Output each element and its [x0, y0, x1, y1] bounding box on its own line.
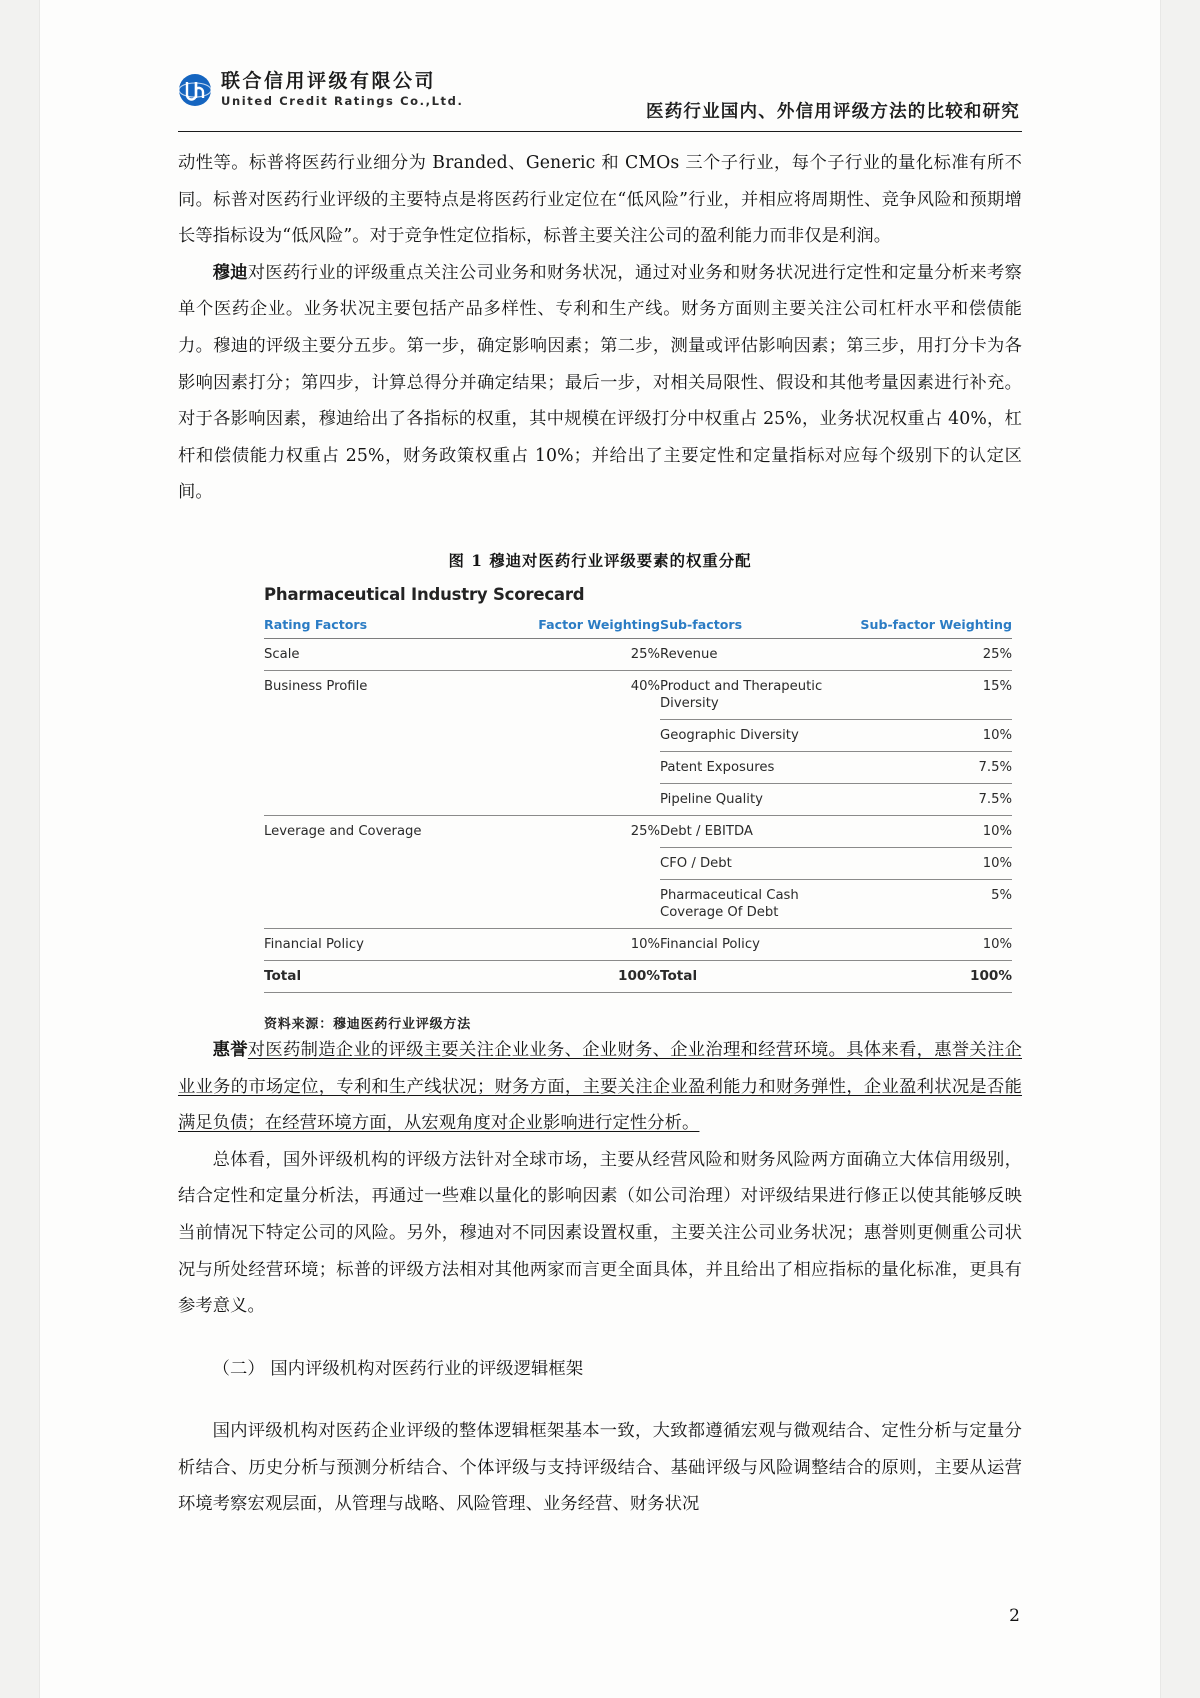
paragraph-fitch: [178, 1032, 1022, 1142]
cell-sub-factor-weighting: 15%: [860, 670, 1012, 719]
cell-sub-factor-weighting: 10%: [860, 815, 1012, 847]
united-credit-logo-icon: [178, 73, 212, 107]
paragraph-sp: 动性等。标普将医药行业细分为 Branded、Generic 和 CMOs 三个子行业，每个子行业的量化标准有所不同。标普对医药行业评级的主要特点是将医药行业定位在“低风险”行业，并相应将周期性、竞争风险和预期增长等指标设为“低风险”。对于竞争性定位指标，标普主要关注公司的盈利能力而非仅是利润。: [178, 153, 1022, 247]
cell-sub-factor: CFO / Debt: [660, 847, 860, 879]
table-row: [264, 847, 1012, 879]
cell-rating-factor: Business Profile: [264, 678, 368, 694]
cell-sub-factor-weighting: 7.5%: [860, 783, 1012, 815]
cell-factor-weighting: 100%: [538, 960, 660, 992]
logo-text-block: [221, 72, 463, 107]
logo-company-name-cn: 联合信用评级有限公司: [221, 70, 437, 92]
figure-source-note: 资料来源：穆迪医药行业评级方法: [264, 1016, 472, 1032]
table-row: [264, 751, 1012, 783]
page-header: [40, 0, 1160, 135]
logo-company-name-en: United Credit Ratings Co.,Ltd.: [221, 93, 464, 108]
page-content: [178, 145, 1022, 1523]
col-header-sub-factor-weighting: Sub-factor Weighting: [860, 615, 1012, 639]
cell-sub-factor: Financial Policy: [660, 928, 860, 960]
cell-sub-factor: Product and Therapeutic Diversity: [660, 670, 860, 719]
table-row: [264, 815, 1012, 847]
table-row: [264, 960, 1012, 992]
cell-factor-weighting: [538, 783, 660, 815]
document-page: [40, 0, 1160, 1698]
cell-factor-weighting: [538, 879, 660, 928]
paragraph-moodys: [178, 255, 1022, 511]
scorecard-table-head: [264, 615, 1012, 639]
cell-sub-factor: Geographic Diversity: [660, 719, 860, 751]
table-row: [264, 879, 1012, 928]
table-header-row: [264, 615, 1012, 639]
table-row: [264, 783, 1012, 815]
cell-sub-factor-weighting: 5%: [860, 879, 1012, 928]
scorecard-table-body: [264, 638, 1012, 992]
scorecard-table: [264, 615, 1012, 993]
cell-rating-factor: [264, 751, 538, 783]
cell-sub-factor-weighting: 25%: [860, 638, 1012, 670]
cell-factor-weighting: [538, 719, 660, 751]
cell-sub-factor: Revenue: [660, 638, 860, 670]
cell-sub-factor-weighting: 100%: [860, 960, 1012, 992]
table-row: [264, 670, 1012, 719]
running-head-title: 医药行业国内、外信用评级方法的比较和研究: [646, 102, 1020, 122]
paragraph-fitch-text: 对医药制造企业的评级主要关注企业业务、企业财务、企业治理和经营环境。具体来看，惠誉关注企业业务的市场定位，专利和生产线状况；财务方面，主要关注企业盈利能力和财务弹性，企业盈利状况是否能满足负债；在经营环境方面，从宏观角度对企业影响进行定性分析。: [178, 1039, 1022, 1134]
cell-sub-factor-weighting: 10%: [860, 847, 1012, 879]
col-header-rating-factors: Rating Factors: [264, 615, 538, 639]
cell-factor-weighting: [538, 847, 660, 879]
paragraph-lead-moodys: 穆迪: [212, 262, 248, 283]
company-logo: [178, 72, 463, 107]
cell-factor-weighting: 40%: [630, 678, 660, 694]
cell-factor-weighting: 25%: [630, 823, 660, 839]
cell-factor-weighting: 10%: [538, 928, 660, 960]
cell-sub-factor: Patent Exposures: [660, 751, 860, 783]
paragraph-domestic: 国内评级机构对医药企业评级的整体逻辑框架基本一致，大致都遵循宏观与微观结合、定性分析与定量分析结合、历史分析与预测分析结合、个体评级与支持评级结合、基础评级与风险调整结合的原则，主要从运营环境考察宏观层面，从管理与战略、风险管理、业务经营、财务状况: [178, 1421, 1022, 1515]
col-header-sub-factors: Sub-factors: [660, 615, 860, 639]
cell-factor-weighting: [538, 751, 660, 783]
paragraph-lead-fitch: 惠誉: [212, 1039, 248, 1060]
cell-rating-factor: [264, 783, 538, 815]
table-row: [264, 719, 1012, 751]
cell-sub-factor-weighting: 7.5%: [860, 751, 1012, 783]
cell-sub-factor: Total: [660, 960, 860, 992]
scorecard-title: Pharmaceutical Industry Scorecard: [264, 584, 585, 604]
cell-sub-factor: Debt / EBITDA: [660, 815, 860, 847]
cell-rating-factor: [264, 879, 538, 928]
col-header-factor-weighting: Factor Weighting: [538, 615, 660, 639]
section-heading-2: （二） 国内评级机构对医药行业的评级逻辑框架: [212, 1358, 584, 1379]
cell-rating-factor: Scale: [264, 638, 538, 670]
cell-sub-factor: Pipeline Quality: [660, 783, 860, 815]
paragraph-summary: 总体看，国外评级机构的评级方法针对全球市场，主要从经营风险和财务风险两方面确立大体信用级别，结合定性和定量分析法，再通过一些难以量化的影响因素（如公司治理）对评级结果进行修正以使其能够反映当前情况下特定公司的风险。另外，穆迪对不同因素设置权重，主要关注公司业务状况；惠誉则更侧重公司状况与所处经营环境；标普的评级方法相对其他两家而言更全面具体，并且给出了相应指标的量化标准，更具有参考意义。: [178, 1149, 1022, 1317]
cell-rating-factor: Leverage and Coverage: [264, 823, 422, 839]
table-row: [264, 638, 1012, 670]
cell-rating-factor: Total: [264, 960, 538, 992]
table-row: [264, 928, 1012, 960]
cell-sub-factor-weighting: 10%: [860, 928, 1012, 960]
scorecard-block: [264, 585, 1012, 993]
figure-1: [178, 549, 1022, 1032]
cell-sub-factor: Pharmaceutical Cash Coverage Of Debt: [660, 879, 860, 928]
figure-caption: 图 1 穆迪对医药行业评级要素的权重分配: [448, 551, 752, 570]
cell-factor-weighting: 25%: [538, 638, 660, 670]
cell-rating-factor: [264, 719, 538, 751]
cell-sub-factor-weighting: 10%: [860, 719, 1012, 751]
header-divider: [178, 131, 1022, 132]
cell-rating-factor: [264, 847, 538, 879]
paragraph-moodys-text: 对医药行业的评级重点关注公司业务和财务状况，通过对业务和财务状况进行定性和定量分析来考察单个医药企业。业务状况主要包括产品多样性、专利和生产线。财务方面则主要关注公司杠杆水平和偿债能力。穆迪的评级主要分五步。第一步，确定影响因素；第二步，测量或评估影响因素；第三步，用打分卡为各影响因素打分；第四步，计算总得分并确定结果；最后一步，对相关局限性、假设和其他考量因素进行补充。对于各影响因素，穆迪给出了各指标的权重，其中规模在评级打分中权重占 25%，业务状况权重占 40%，杠杆和偿债能力权重占 25%，财务政策权重占 10%；并给出了主要定性和定量指标对应每个级别下的认定区间。: [178, 262, 1022, 503]
page-number: 2: [1009, 1606, 1020, 1626]
cell-rating-factor: Financial Policy: [264, 928, 538, 960]
